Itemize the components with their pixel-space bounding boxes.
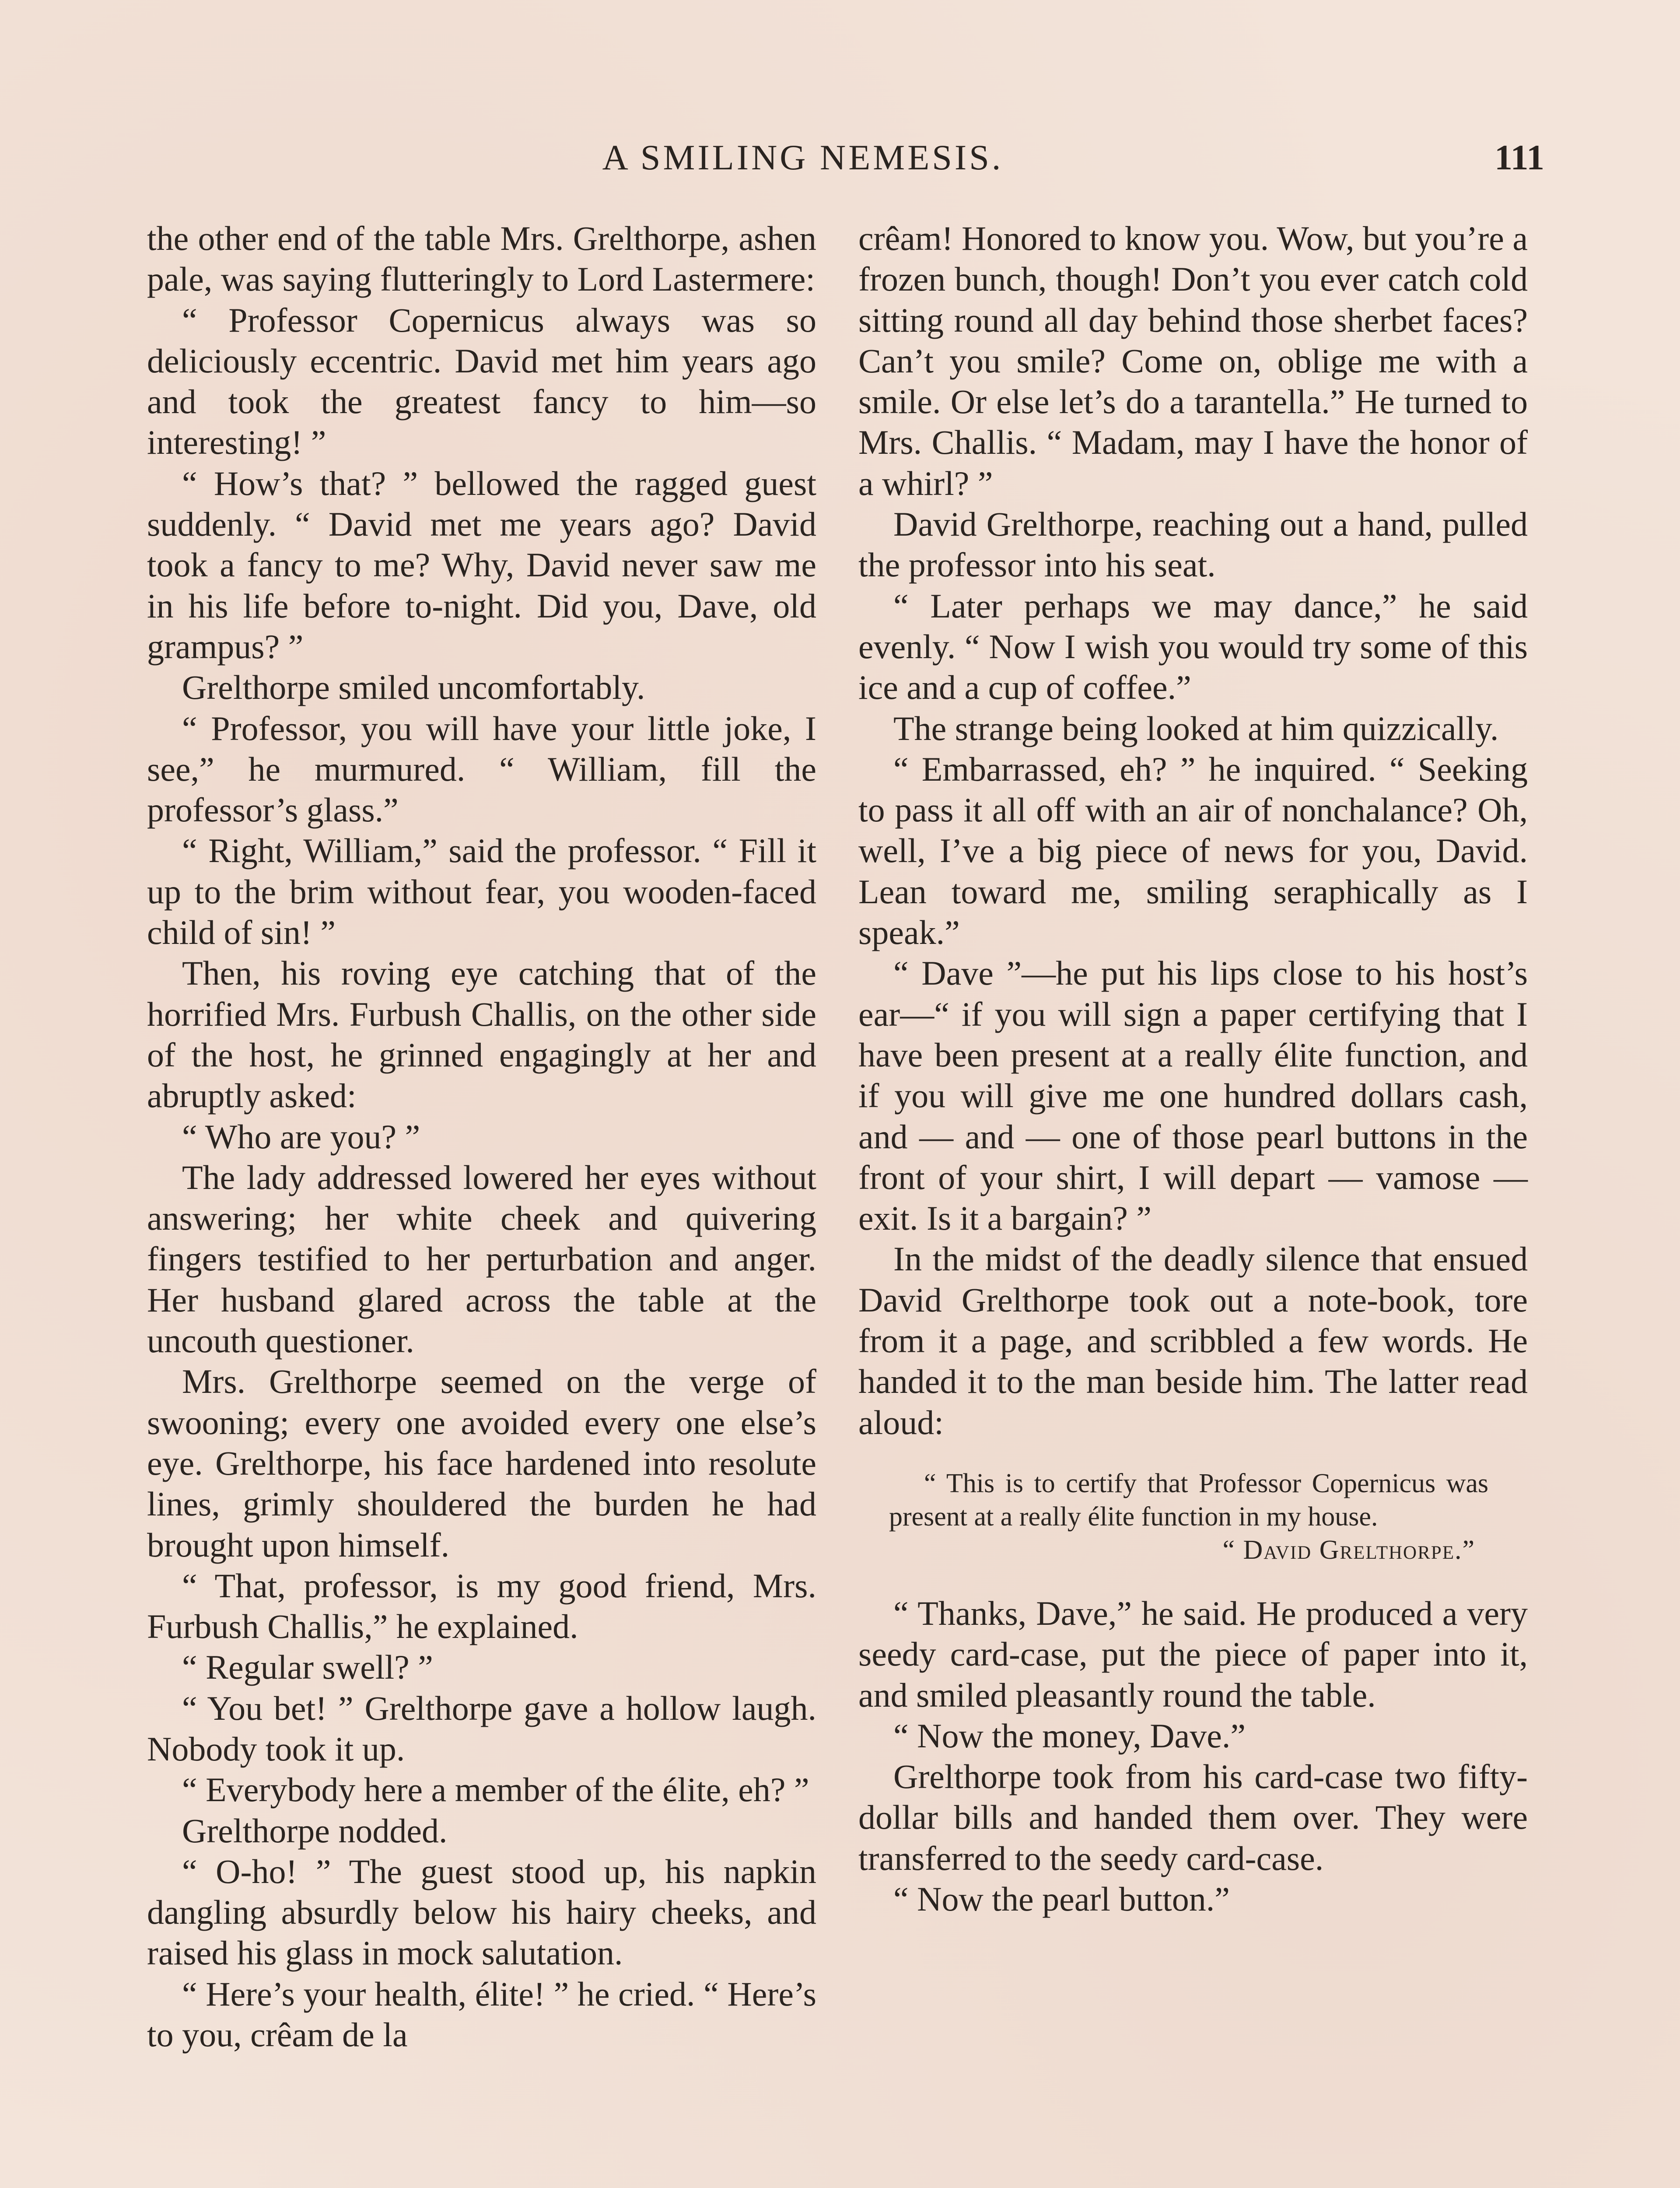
paragraph: Mrs. Grelthorpe seemed on the verge of swooning; every one avoided every one else’s eye. Grelthorpe, his face hardened into resolute lines, grimly shouldered the burden he had brought upon himself.	[147, 1362, 816, 1564]
paragraph: “ Professor Copernicus always was so deliciously eccentric. David met him years ago and took the greatest fancy to him—so interesting! ”	[147, 301, 816, 462]
paragraph: Grelthorpe nodded.	[182, 1811, 448, 1850]
paragraph: “ Regular swell? ”	[182, 1648, 433, 1687]
paragraph: Then, his roving eye catching that of the horrified Mrs. Furbush Challis, on the other side of the host, he grinned engagingly at her and abruptly asked:	[147, 954, 816, 1115]
paragraph: “ Later perhaps we may dance,” he said evenly. “ Now I wish you would try some of this ice and a cup of coffee.”	[858, 586, 1528, 707]
paragraph: The strange being looked at him quizzically.	[893, 709, 1499, 747]
paragraph: David Grelthorpe, reaching out a hand, pulled the professor into his seat.	[858, 505, 1528, 584]
paragraph: “ Dave ”—he put his lips close to his host’s ear—“ if you will sign a paper certifying that I have been present at a really élite function, and if you will give me one hundred dollars cash, and — and — one of those pearl buttons in the front of your shirt, I will depart — vamose — exit. Is it a bargain? ”	[858, 954, 1528, 1238]
paragraph: In the midst of the deadly silence that ensued David Grelthorpe took out a note-book, tore from it a page, and scribbled a few words. He handed it to the man beside him. The latter read aloud:	[858, 1240, 1528, 1441]
paragraph: “ Who are you? ”	[182, 1117, 420, 1156]
paragraph: The lady addressed lowered her eyes without answering; her white cheek and quivering fingers testified to her perturbation and anger. Her husband glared across the table at the uncouth questioner.	[147, 1158, 816, 1360]
certificate-text: “ This is to certify that Professor Copernicus was present at a really élite function in my house.	[889, 1468, 1488, 1532]
paragraph: the other end of the table Mrs. Grelthorpe, ashen pale, was saying flutteringly to Lord Lastermere:	[147, 219, 816, 298]
paragraph: “ Thanks, Dave,” he said. He produced a very seedy card-case, put the piece of paper into it, and smiled pleasantly round the table.	[858, 1594, 1528, 1714]
paragraph: Grelthorpe smiled uncomfortably.	[182, 668, 645, 707]
page-number: 111	[1494, 137, 1544, 177]
right-column	[858, 218, 1528, 1919]
paragraph: “ Here’s your health, élite! ” he cried. “ Here’s to you, crêam de la	[147, 1974, 816, 2054]
certificate-signature: “ David Grelthorpe.”	[1222, 1535, 1475, 1565]
paragraph: “ O-ho! ” The guest stood up, his napkin dangling absurdly below his hairy cheeks, and raised his glass in mock salutation.	[147, 1852, 816, 1972]
certificate-quote	[889, 1467, 1488, 1567]
paragraph: crêam! Honored to know you. Wow, but you’re a frozen bunch, though! Don’t you ever catch cold sitting round all day behind those sherbet faces? Can’t you smile? Come on, oblige me with a smile. Or else let’s do a tarantella.” He turned to Mrs. Challis. “ Madam, may I have the honor of a whirl? ”	[858, 219, 1528, 502]
paragraph: “ Embarrassed, eh? ” he inquired. “ Seeking to pass it all off with an air of nonchalance? Oh, well, I’ve a big piece of news for you, David. Lean toward me, smiling seraphically as I speak.”	[858, 750, 1528, 952]
page-header	[149, 131, 1544, 184]
paragraph: “ Everybody here a member of the élite, eh? ”	[182, 1771, 809, 1809]
paragraph: “ Now the pearl button.”	[893, 1879, 1230, 1918]
left-column	[147, 218, 816, 2055]
paragraph: Grelthorpe took from his card-case two fifty-dollar bills and handed them over. They were transferred to the seedy card-case.	[858, 1757, 1528, 1877]
paragraph: “ How’s that? ” bellowed the ragged guest suddenly. “ David met me years ago? David took a fancy to me? Why, David never saw me in his life before to-night. Did you, Dave, old grampus? ”	[147, 464, 816, 666]
paragraph: “ Right, William,” said the professor. “ Fill it up to the brim without fear, you wooden-faced child of sin! ”	[147, 831, 816, 952]
paragraph: “ That, professor, is my good friend, Mrs. Furbush Challis,” he explained.	[147, 1566, 816, 1646]
paragraph: “ Now the money, Dave.”	[893, 1716, 1246, 1755]
paragraph: “ Professor, you will have your little joke, I see,” he murmured. “ William, fill the professor’s glass.”	[147, 709, 816, 829]
paragraph: “ You bet! ” Grelthorpe gave a hollow laugh. Nobody took it up.	[147, 1689, 816, 1768]
running-title: A SMILING NEMESIS.	[602, 137, 1004, 177]
